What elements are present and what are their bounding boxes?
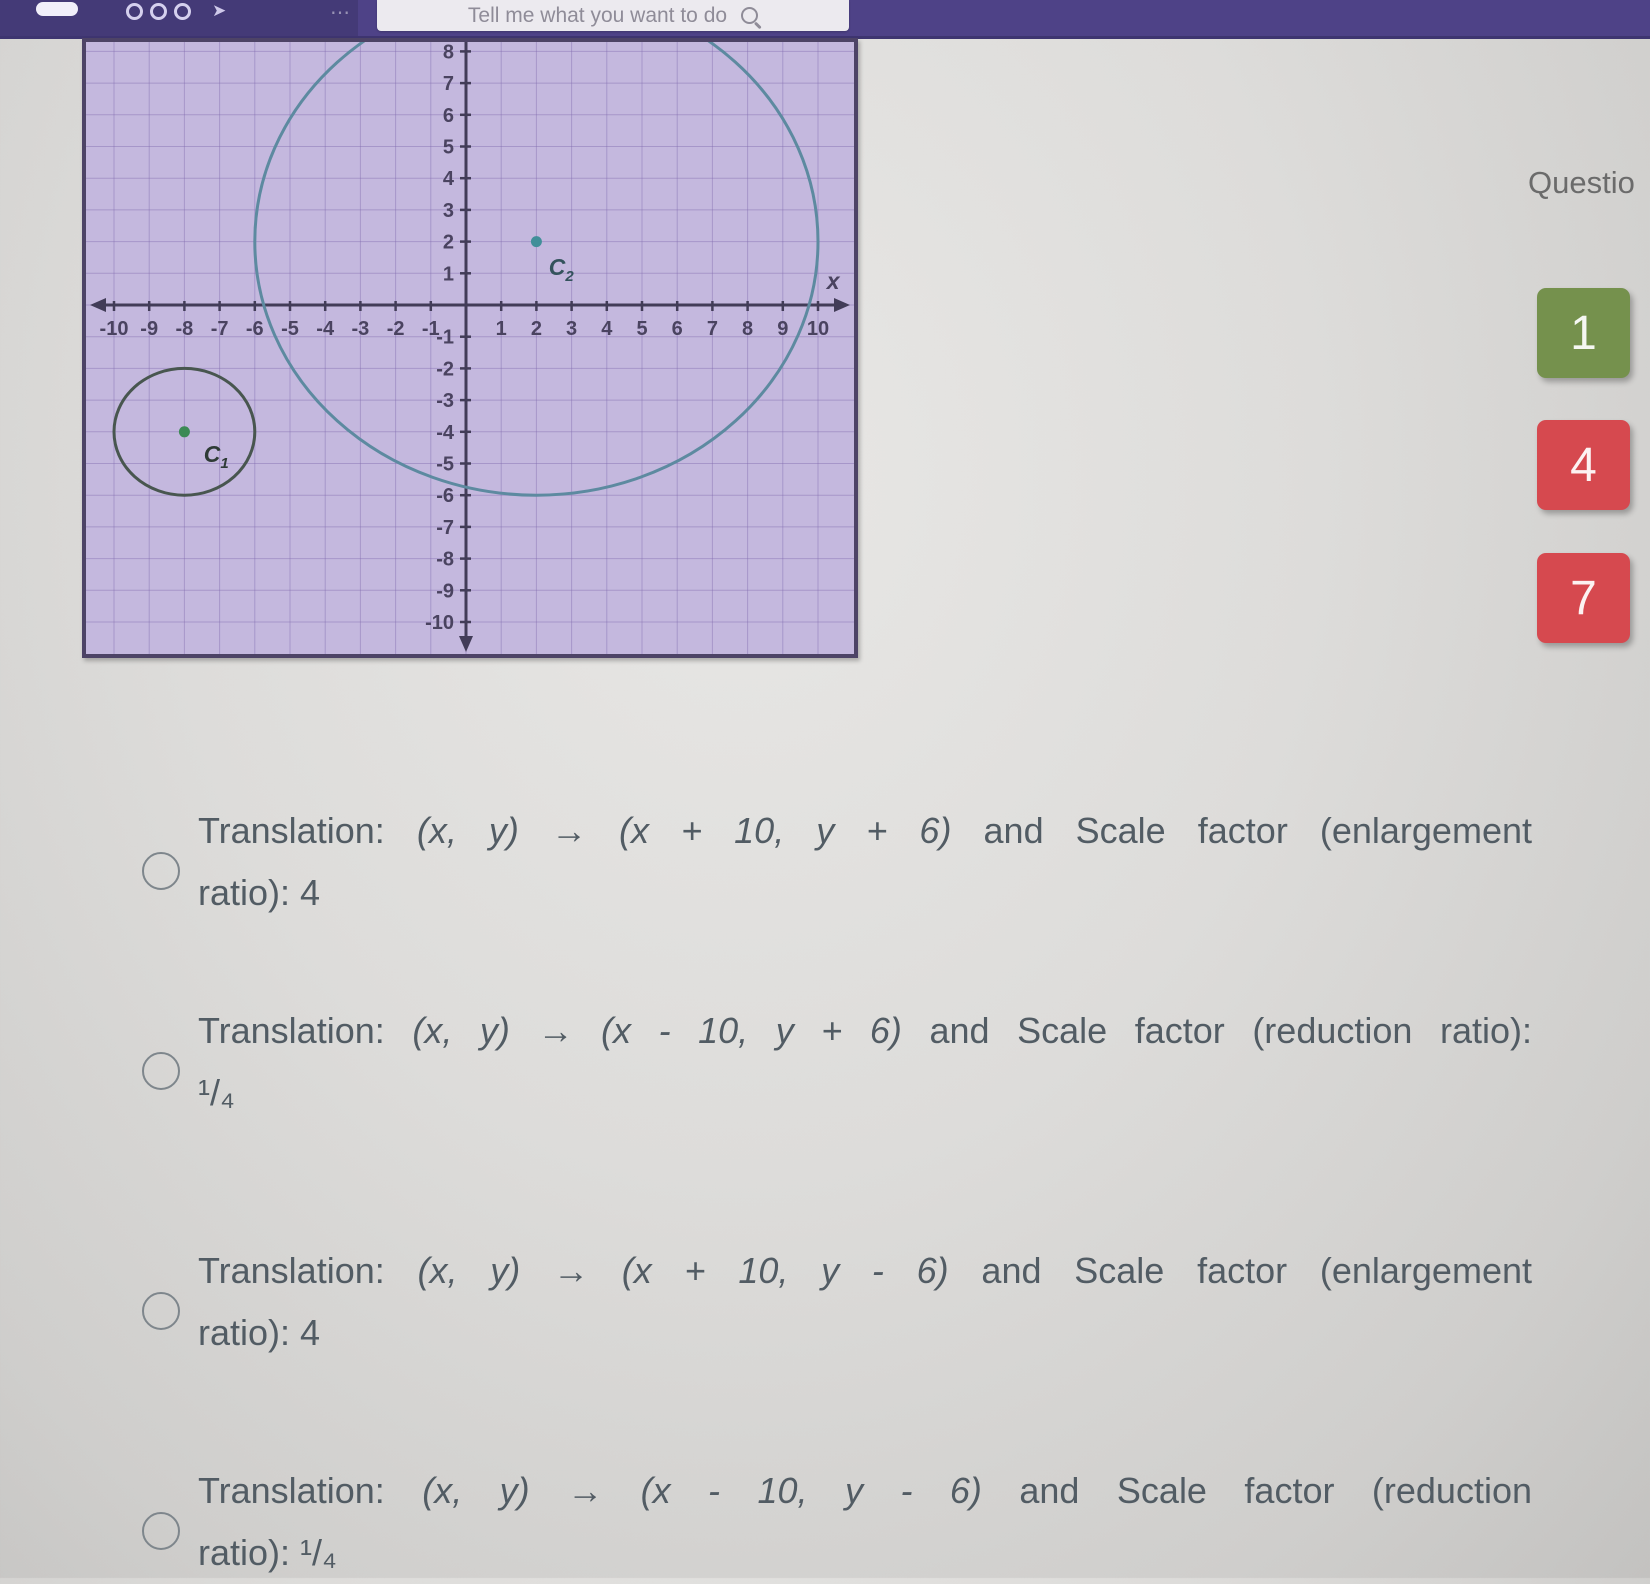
svg-text:x: x [826, 268, 840, 294]
svg-text:6: 6 [671, 318, 683, 340]
svg-text:5: 5 [442, 136, 454, 159]
coordinate-plane [86, 42, 854, 654]
option-text-line: Translation: (x, y) → (x - 10, y - 6) and Scale factor (reduction [198, 1470, 1532, 1511]
option-radio[interactable] [142, 1512, 180, 1550]
svg-text:9: 9 [777, 318, 789, 340]
coordinate-plane-panel [82, 38, 858, 658]
option-text [198, 1240, 1532, 1364]
svg-text:C2: $C_2$ [548, 253, 574, 285]
svg-text:7: 7 [706, 318, 718, 340]
svg-text:-7: -7 [210, 318, 229, 340]
svg-text:3: 3 [442, 199, 454, 222]
svg-text:-8: -8 [175, 318, 194, 340]
svg-text:-1: -1 [421, 318, 440, 340]
more-options-icon[interactable] [126, 3, 191, 20]
svg-text:10: 10 [806, 318, 830, 340]
svg-text:C1: $C_1$ [203, 440, 229, 472]
svg-text:-6: -6 [436, 485, 454, 508]
svg-text:-4: -4 [436, 421, 454, 444]
option-text [198, 800, 1532, 924]
svg-text:-3: -3 [351, 318, 370, 340]
option-text-line: Translation: (x, y) → (x + 10, y - 6) and Scale factor (enlargement [198, 1250, 1532, 1291]
option-text-line: ratio): ¹/₄ [198, 1532, 337, 1573]
pen-icon[interactable]: ➤ [212, 1, 227, 20]
svg-text:-5: -5 [436, 453, 454, 476]
option-text-line: Translation: (x, y) → (x - 10, y + 6) and Scale factor (reduction ratio): [198, 1010, 1532, 1051]
svg-text:7: 7 [442, 73, 454, 96]
question-nav-button[interactable]: 7 [1537, 553, 1630, 643]
svg-text:-7: -7 [436, 516, 454, 539]
svg-text:-1: -1 [436, 326, 454, 349]
svg-text:-10: -10 [425, 612, 454, 634]
option-text-line: Translation: (x, y) → (x + 10, y + 6) and Scale factor (enlargement [198, 810, 1532, 851]
svg-text:1: 1 [442, 263, 454, 286]
svg-text:8: 8 [742, 318, 754, 340]
svg-text:6: 6 [442, 104, 454, 127]
option-text [198, 1000, 1532, 1124]
svg-text:2: 2 [442, 231, 454, 254]
question-nav-title: Questio [1528, 165, 1635, 200]
svg-text:-2: -2 [386, 318, 405, 340]
svg-text:-3: -3 [436, 390, 454, 413]
option-text-line: ratio): 4 [198, 1312, 321, 1353]
svg-text:-9: -9 [436, 580, 454, 603]
option-text [198, 1460, 1532, 1584]
svg-text:-10: -10 [99, 318, 129, 340]
option-radio[interactable] [142, 1052, 180, 1090]
option-text-line: ¹/₄ [198, 1072, 235, 1113]
search-icon [741, 7, 758, 24]
svg-text:8: 8 [442, 42, 454, 64]
svg-text:-5: -5 [281, 318, 299, 340]
svg-text:1: 1 [495, 318, 507, 340]
option-radio[interactable] [142, 1292, 180, 1330]
option-text-line: ratio): 4 [198, 872, 321, 913]
ellipsis-icon[interactable]: ⋯ [330, 2, 352, 24]
svg-text:2: 2 [530, 318, 542, 340]
svg-text:-9: -9 [140, 318, 159, 340]
option-radio[interactable] [142, 852, 180, 890]
svg-text:3: 3 [566, 318, 578, 340]
svg-text:-4: -4 [316, 318, 335, 340]
svg-text:-6: -6 [245, 318, 264, 340]
svg-text:4: 4 [601, 318, 613, 340]
tell-me-search-box[interactable] [377, 0, 849, 31]
svg-text:4: 4 [442, 168, 454, 191]
svg-text:-8: -8 [436, 548, 454, 571]
menu-dash-icon[interactable] [36, 2, 78, 16]
svg-text:5: 5 [636, 318, 648, 340]
question-nav-button[interactable]: 4 [1537, 420, 1630, 510]
svg-text:-2: -2 [436, 358, 454, 381]
tell-me-search-placeholder: Tell me what you want to do [467, 3, 728, 27]
app-ribbon [0, 0, 1650, 39]
question-nav-button[interactable]: 1 [1537, 288, 1630, 378]
